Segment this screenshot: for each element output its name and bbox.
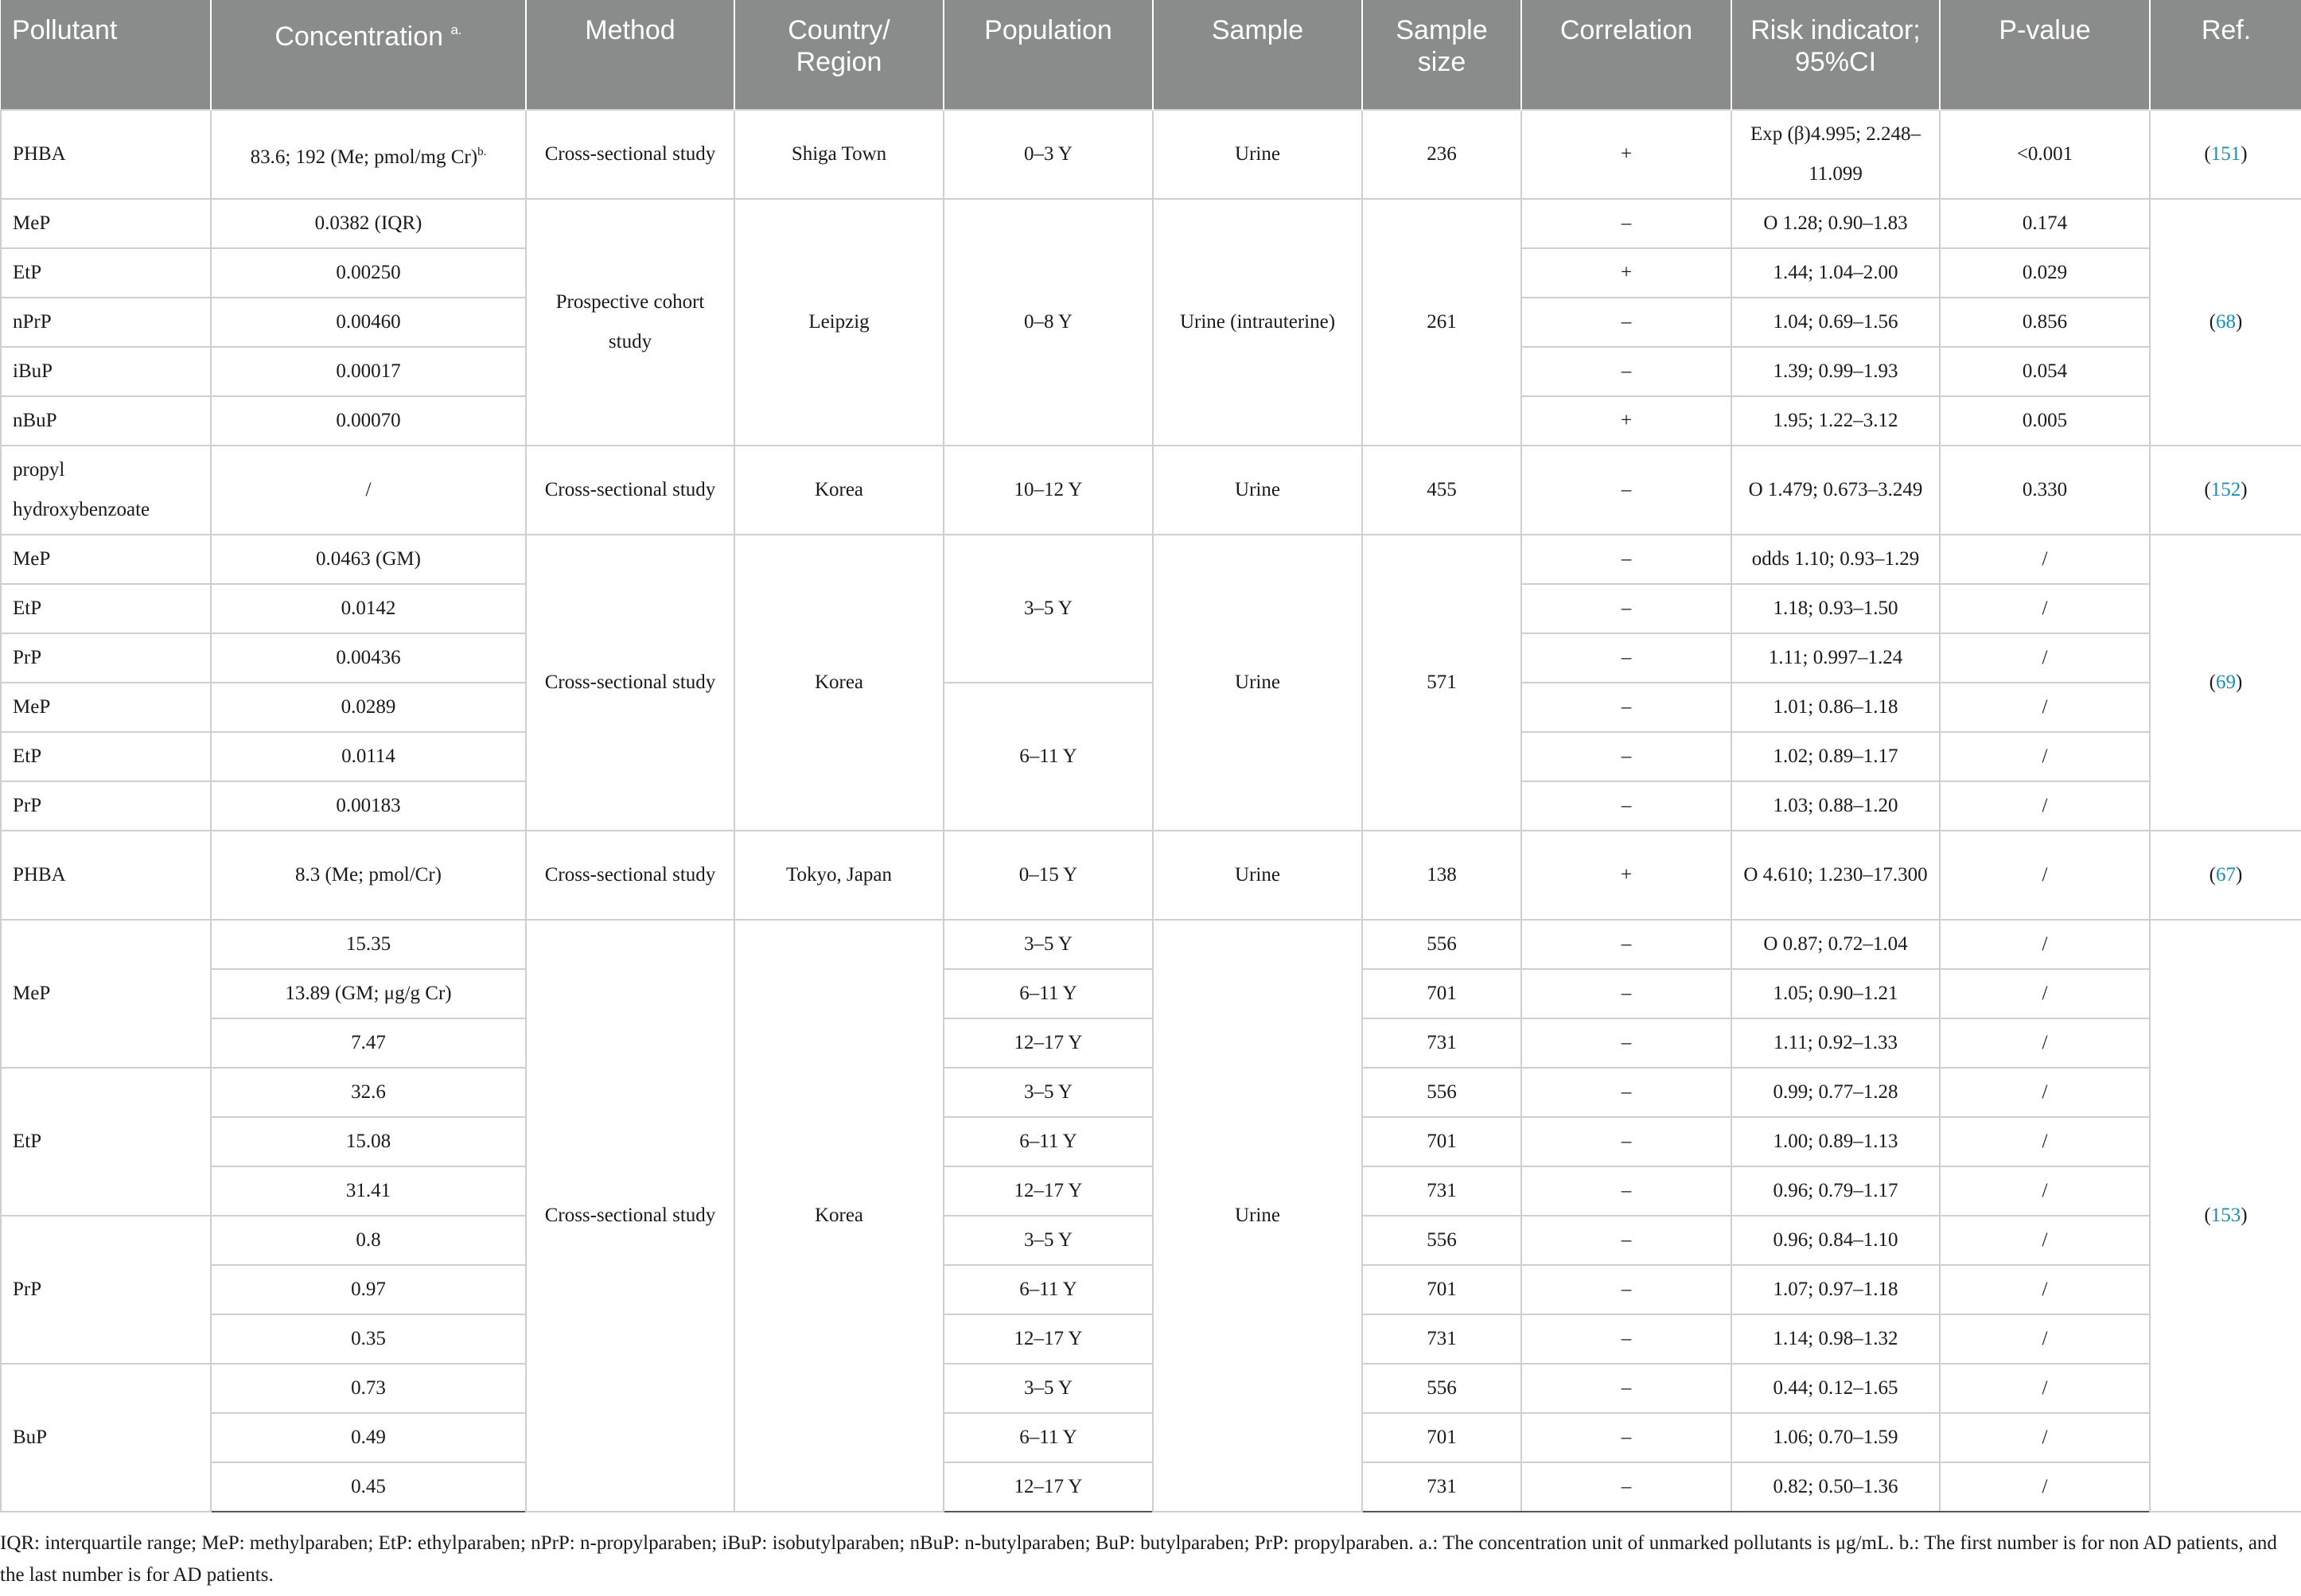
cell-pollutant: BuP: [1, 1364, 211, 1512]
cell-correlation: –: [1521, 920, 1731, 969]
cell-population: 3–5 Y: [944, 920, 1153, 969]
cell-correlation: –: [1521, 347, 1731, 396]
cell-population: 6–11 Y: [944, 683, 1153, 831]
cell-p-value: /: [1940, 683, 2150, 732]
cell-correlation: +: [1521, 110, 1731, 199]
cell-correlation: –: [1521, 969, 1731, 1018]
cell-population: 3–5 Y: [944, 1216, 1153, 1265]
cell-pollutant: EtP: [1, 248, 211, 298]
cell-concentration: 15.08: [211, 1117, 526, 1166]
cell-p-value: /: [1940, 1216, 2150, 1265]
cell-risk-indicator: Exp (β)4.995; 2.248–11.099: [1731, 110, 1940, 199]
header-sample-size: Sample size: [1362, 0, 1521, 110]
cell-method: Cross-sectional study: [526, 535, 734, 831]
cell-risk-indicator: 1.14; 0.98–1.32: [1731, 1314, 1940, 1364]
cell-concentration: 0.8: [211, 1216, 526, 1265]
header-population: Population: [944, 0, 1153, 110]
cell-p-value: /: [1940, 1018, 2150, 1068]
cell-risk-indicator: 1.18; 0.93–1.50: [1731, 584, 1940, 633]
cell-risk-indicator: 1.02; 0.89–1.17: [1731, 732, 1940, 781]
cell-pollutant: iBuP: [1, 347, 211, 396]
cell-p-value: 0.054: [1940, 347, 2150, 396]
cell-sample: Urine: [1153, 535, 1362, 831]
cell-correlation: –: [1521, 1018, 1731, 1068]
table-row: [1, 1364, 2301, 1413]
cell-sample-size: 138: [1362, 831, 1521, 920]
cell-risk-indicator: 1.07; 0.97–1.18: [1731, 1265, 1940, 1314]
cell-p-value: /: [1940, 1166, 2150, 1216]
cell-risk-indicator: 1.03; 0.88–1.20: [1731, 781, 1940, 831]
cell-risk-indicator: 1.04; 0.69–1.56: [1731, 298, 1940, 347]
cell-country: Korea: [734, 920, 944, 1512]
reference-link[interactable]: 153: [2210, 1205, 2241, 1226]
cell-concentration: 0.0114: [211, 732, 526, 781]
cell-concentration: 0.00183: [211, 781, 526, 831]
cell-population: 0–3 Y: [944, 110, 1153, 199]
cell-correlation: –: [1521, 535, 1731, 584]
cell-correlation: –: [1521, 446, 1731, 535]
table-row: [1, 1068, 2301, 1117]
cell-population: 6–11 Y: [944, 1413, 1153, 1462]
cell-sample-size: 556: [1362, 1216, 1521, 1265]
cell-correlation: +: [1521, 396, 1731, 446]
header-sample: Sample: [1153, 0, 1362, 110]
header-concentration: Concentration $^{a.}$: [211, 0, 526, 110]
cell-concentration: 0.97: [211, 1265, 526, 1314]
cell-sample-size: 701: [1362, 969, 1521, 1018]
table-row: [1, 110, 2301, 199]
cell-pollutant: nPrP: [1, 298, 211, 347]
cell-risk-indicator: 0.96; 0.84–1.10: [1731, 1216, 1940, 1265]
cell-method: Cross-sectional study: [526, 831, 734, 920]
cell-ref: (69): [2150, 535, 2301, 831]
table-row: [1, 535, 2301, 584]
cell-population: 0–15 Y: [944, 831, 1153, 920]
cell-p-value: /: [1940, 584, 2150, 633]
cell-pollutant: EtP: [1, 1068, 211, 1216]
cell-correlation: –: [1521, 1413, 1731, 1462]
cell-p-value: /: [1940, 633, 2150, 683]
cell-sample-size: 556: [1362, 1068, 1521, 1117]
cell-method: Cross-sectional study: [526, 110, 734, 199]
cell-p-value: /: [1940, 1413, 2150, 1462]
cell-p-value: <0.001: [1940, 110, 2150, 199]
cell-p-value: /: [1940, 1314, 2150, 1364]
table-row: [1, 199, 2301, 248]
cell-concentration: 8.3 (Me; pmol/Cr): [211, 831, 526, 920]
cell-correlation: –: [1521, 584, 1731, 633]
cell-ref: (68): [2150, 199, 2301, 446]
cell-concentration: 0.0289: [211, 683, 526, 732]
header-correlation: Correlation: [1521, 0, 1731, 110]
cell-concentration: 0.00436: [211, 633, 526, 683]
cell-sample-size: 571: [1362, 535, 1521, 831]
cell-concentration: 0.45: [211, 1462, 526, 1512]
cell-correlation: +: [1521, 831, 1731, 920]
cell-correlation: –: [1521, 1117, 1731, 1166]
cell-risk-indicator: odds 1.10; 0.93–1.29: [1731, 535, 1940, 584]
table-row: [1, 969, 2301, 1018]
cell-p-value: /: [1940, 732, 2150, 781]
cell-correlation: –: [1521, 199, 1731, 248]
header-p-value: P-value: [1940, 0, 2150, 110]
cell-correlation: –: [1521, 732, 1731, 781]
cell-population: 12–17 Y: [944, 1018, 1153, 1068]
cell-pollutant: PrP: [1, 633, 211, 683]
cell-risk-indicator: O 4.610; 1.230–17.300: [1731, 831, 1940, 920]
reference-link[interactable]: 69: [2216, 671, 2236, 693]
table-row: [1, 1462, 2301, 1512]
cell-risk-indicator: 1.11; 0.92–1.33: [1731, 1018, 1940, 1068]
cell-population: 3–5 Y: [944, 535, 1153, 683]
cell-p-value: /: [1940, 1265, 2150, 1314]
cell-sample-size: 556: [1362, 1364, 1521, 1413]
cell-concentration: 0.00070: [211, 396, 526, 446]
cell-risk-indicator: 1.05; 0.90–1.21: [1731, 969, 1940, 1018]
cell-sample-size: 261: [1362, 199, 1521, 446]
cell-method: Cross-sectional study: [526, 446, 734, 535]
cell-country: Shiga Town: [734, 110, 944, 199]
cell-correlation: –: [1521, 781, 1731, 831]
cell-concentration: 15.35: [211, 920, 526, 969]
cell-country: Korea: [734, 446, 944, 535]
cell-ref: (151): [2150, 110, 2301, 199]
cell-concentration: 0.0382 (IQR): [211, 199, 526, 248]
cell-population: 6–11 Y: [944, 969, 1153, 1018]
cell-concentration: 32.6: [211, 1068, 526, 1117]
cell-pollutant: MeP: [1, 683, 211, 732]
cell-risk-indicator: 0.44; 0.12–1.65: [1731, 1364, 1940, 1413]
header-country: Country/ Region: [734, 0, 944, 110]
cell-risk-indicator: 1.95; 1.22–3.12: [1731, 396, 1940, 446]
cell-sample-size: 701: [1362, 1265, 1521, 1314]
cell-population: 10–12 Y: [944, 446, 1153, 535]
cell-correlation: –: [1521, 1216, 1731, 1265]
cell-risk-indicator: 0.96; 0.79–1.17: [1731, 1166, 1940, 1216]
cell-pollutant: EtP: [1, 732, 211, 781]
concentration-note: b.: [477, 145, 487, 158]
table-row: [1, 1314, 2301, 1364]
cell-pollutant: nBuP: [1, 396, 211, 446]
cell-ref: (152): [2150, 446, 2301, 535]
cell-population: 12–17 Y: [944, 1314, 1153, 1364]
reference-link[interactable]: 67: [2216, 864, 2236, 886]
cell-p-value: /: [1940, 831, 2150, 920]
cell-p-value: 0.029: [1940, 248, 2150, 298]
cell-country: Tokyo, Japan: [734, 831, 944, 920]
cell-risk-indicator: 0.82; 0.50–1.36: [1731, 1462, 1940, 1512]
header-row: [1, 0, 2301, 110]
cell-concentration: 83.6; 192 (Me; pmol/mg Cr)$^{b.}$: [211, 110, 526, 199]
cell-pollutant: MeP: [1, 920, 211, 1068]
table-row: [1, 1018, 2301, 1068]
reference-link[interactable]: 152: [2210, 479, 2241, 500]
table-footnote: IQR: interquartile range; MeP: methylparaben; EtP: ethylparaben; nPrP: n-propylparaben; iBuP: isobutylparaben; nBuP: n-butylparaben; BuP: butylparaben; PrP: propylparaben. a.: The concentration unit of unmarked pollutants is μg/mL. b.: The first number is for non AD patients, and the last number is for AD patients.: [0, 1532, 2277, 1586]
cell-sample-size: 701: [1362, 1413, 1521, 1462]
table-row: [1, 683, 2301, 732]
cell-concentration: /: [211, 446, 526, 535]
cell-risk-indicator: 1.11; 0.997–1.24: [1731, 633, 1940, 683]
cell-p-value: /: [1940, 1462, 2150, 1512]
table-row: [1, 446, 2301, 535]
header-ref: Ref.: [2150, 0, 2301, 110]
cell-concentration: 0.49: [211, 1413, 526, 1462]
cell-p-value: 0.005: [1940, 396, 2150, 446]
cell-risk-indicator: 1.39; 0.99–1.93: [1731, 347, 1940, 396]
reference-link[interactable]: 68: [2216, 311, 2236, 333]
cell-pollutant: MeP: [1, 535, 211, 584]
reference-link[interactable]: 151: [2210, 143, 2241, 165]
cell-risk-indicator: 1.06; 0.70–1.59: [1731, 1413, 1940, 1462]
cell-population: 3–5 Y: [944, 1364, 1153, 1413]
cell-risk-indicator: O 1.479; 0.673–3.249: [1731, 446, 1940, 535]
cell-pollutant: propyl hydroxybenzoate: [1, 446, 211, 535]
header-pollutant: Pollutant: [1, 0, 211, 110]
cell-p-value: /: [1940, 1364, 2150, 1413]
cell-sample: Urine: [1153, 446, 1362, 535]
cell-concentration: 0.73: [211, 1364, 526, 1413]
cell-country: Leipzig: [734, 199, 944, 446]
cell-p-value: /: [1940, 1117, 2150, 1166]
cell-pollutant: PHBA: [1, 831, 211, 920]
cell-population: 6–11 Y: [944, 1265, 1153, 1314]
cell-p-value: /: [1940, 781, 2150, 831]
table-row: [1, 1216, 2301, 1265]
cell-concentration: 31.41: [211, 1166, 526, 1216]
cell-ref: (153): [2150, 920, 2301, 1512]
cell-correlation: –: [1521, 633, 1731, 683]
cell-risk-indicator: O 0.87; 0.72–1.04: [1731, 920, 1940, 969]
cell-concentration: 0.0463 (GM): [211, 535, 526, 584]
cell-risk-indicator: 1.00; 0.89–1.13: [1731, 1117, 1940, 1166]
table-row: [1, 1413, 2301, 1462]
cell-risk-indicator: 1.44; 1.04–2.00: [1731, 248, 1940, 298]
cell-p-value: /: [1940, 1068, 2150, 1117]
cell-correlation: –: [1521, 1364, 1731, 1413]
cell-correlation: +: [1521, 248, 1731, 298]
cell-population: 12–17 Y: [944, 1462, 1153, 1512]
table-row: [1, 920, 2301, 969]
cell-concentration: 13.89 (GM; μg/g Cr): [211, 969, 526, 1018]
cell-correlation: –: [1521, 1068, 1731, 1117]
cell-sample-size: 236: [1362, 110, 1521, 199]
cell-concentration: 0.00017: [211, 347, 526, 396]
cell-population: 6–11 Y: [944, 1117, 1153, 1166]
cell-risk-indicator: O 1.28; 0.90–1.83: [1731, 199, 1940, 248]
cell-country: Korea: [734, 535, 944, 831]
cell-pollutant: PrP: [1, 1216, 211, 1364]
cell-risk-indicator: 0.99; 0.77–1.28: [1731, 1068, 1940, 1117]
cell-pollutant: PHBA: [1, 110, 211, 199]
cell-sample: Urine (intrauterine): [1153, 199, 1362, 446]
cell-correlation: –: [1521, 1166, 1731, 1216]
cell-concentration: 0.35: [211, 1314, 526, 1364]
cell-correlation: –: [1521, 1265, 1731, 1314]
cell-population: 3–5 Y: [944, 1068, 1153, 1117]
cell-sample-size: 731: [1362, 1018, 1521, 1068]
table-row: [1, 1265, 2301, 1314]
table-row: [1, 831, 2301, 920]
cell-pollutant: MeP: [1, 199, 211, 248]
cell-sample-size: 556: [1362, 920, 1521, 969]
cell-correlation: –: [1521, 298, 1731, 347]
cell-concentration: 0.0142: [211, 584, 526, 633]
cell-population: 0–8 Y: [944, 199, 1153, 446]
cell-p-value: 0.330: [1940, 446, 2150, 535]
cell-p-value: /: [1940, 535, 2150, 584]
cell-sample-size: 731: [1362, 1462, 1521, 1512]
header-concentration-note: a.: [450, 22, 462, 37]
cell-correlation: –: [1521, 1314, 1731, 1364]
cell-sample: Urine: [1153, 920, 1362, 1512]
cell-p-value: /: [1940, 920, 2150, 969]
cell-sample-size: 731: [1362, 1166, 1521, 1216]
cell-pollutant: PrP: [1, 781, 211, 831]
cell-ref: (67): [2150, 831, 2301, 920]
table-row: [1, 1166, 2301, 1216]
cell-sample-size: 455: [1362, 446, 1521, 535]
table-row: [1, 1117, 2301, 1166]
header-risk-indicator: Risk indicator; 95%CI: [1731, 0, 1940, 110]
cell-p-value: 0.856: [1940, 298, 2150, 347]
cell-correlation: –: [1521, 1462, 1731, 1512]
cell-concentration: 0.00250: [211, 248, 526, 298]
cell-sample: Urine: [1153, 831, 1362, 920]
cell-correlation: –: [1521, 683, 1731, 732]
cell-method: Cross-sectional study: [526, 920, 734, 1512]
cell-sample-size: 731: [1362, 1314, 1521, 1364]
cell-risk-indicator: 1.01; 0.86–1.18: [1731, 683, 1940, 732]
cell-concentration: 0.00460: [211, 298, 526, 347]
cell-pollutant: EtP: [1, 584, 211, 633]
cell-p-value: 0.174: [1940, 199, 2150, 248]
cell-population: 12–17 Y: [944, 1166, 1153, 1216]
cell-method: Prospective cohort study: [526, 199, 734, 446]
cell-sample: Urine: [1153, 110, 1362, 199]
cell-p-value: /: [1940, 969, 2150, 1018]
header-method: Method: [526, 0, 734, 110]
cell-sample-size: 701: [1362, 1117, 1521, 1166]
cell-concentration: 7.47: [211, 1018, 526, 1068]
